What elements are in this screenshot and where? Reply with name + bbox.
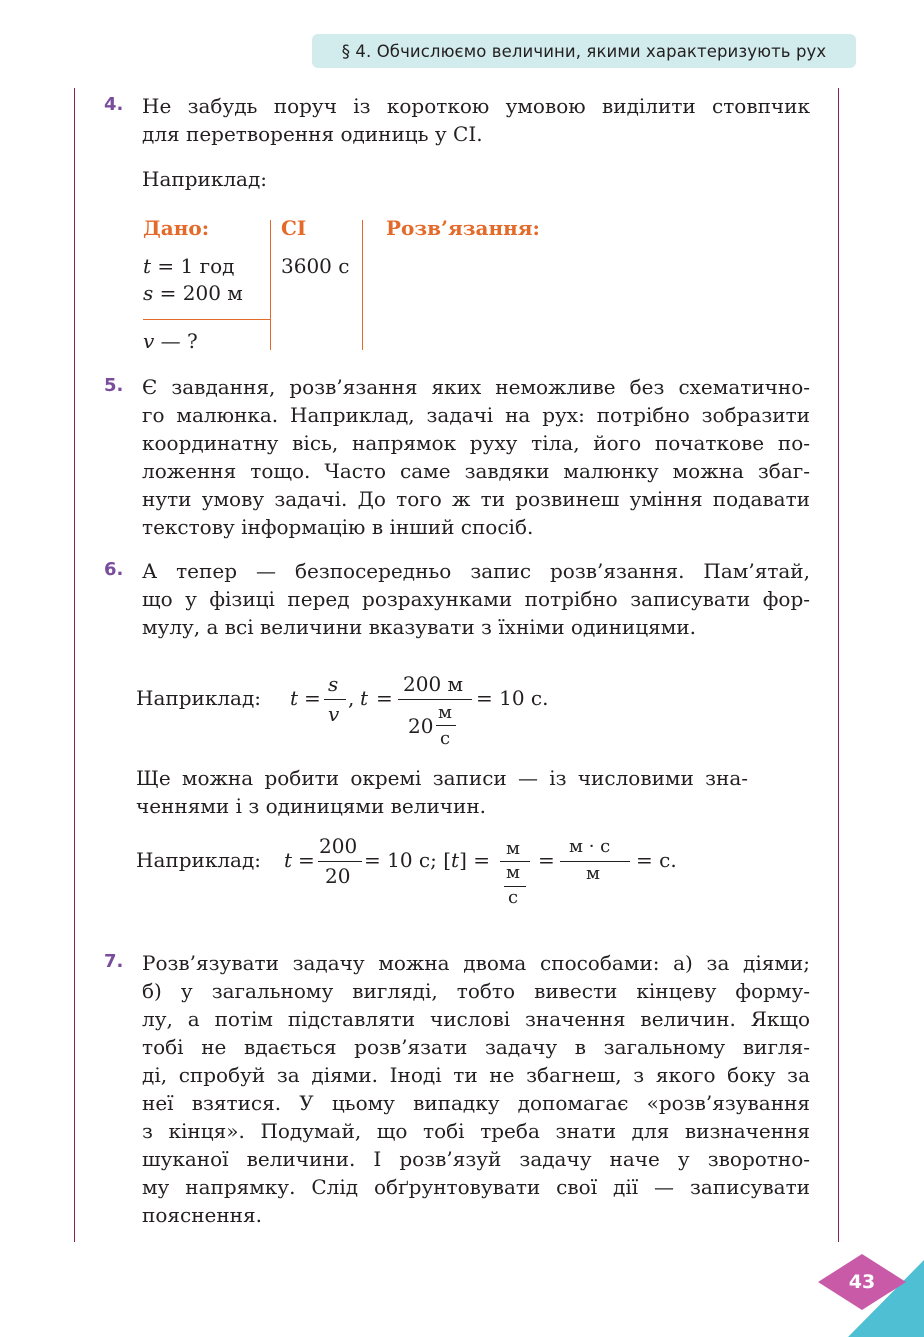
si-value: 3600 с bbox=[281, 254, 350, 278]
given-distance: s = 200 м bbox=[143, 281, 243, 305]
item-text bbox=[142, 949, 810, 1229]
item-number: 5. bbox=[104, 375, 124, 396]
table-divider bbox=[143, 319, 270, 320]
text-line: текстову інформацію в інший спосіб. bbox=[142, 515, 534, 539]
fraction-units: м м с bbox=[500, 836, 530, 912]
table-divider bbox=[362, 220, 363, 350]
text-line: пояснення. bbox=[142, 1203, 262, 1227]
given-table bbox=[143, 216, 563, 354]
formula-example-1 bbox=[136, 668, 576, 758]
text-line: для перетворення одиниць у СІ. bbox=[142, 122, 483, 146]
given-time: t = 1 год bbox=[143, 254, 235, 278]
text-line: лу, а потім підставляти числові значення величин. Якщо bbox=[142, 1007, 810, 1031]
text-line: Є завдання, розв’язання яких неможливе без схематично- bbox=[142, 375, 810, 399]
table-divider bbox=[270, 220, 271, 350]
text-line: Не забудь поруч із короткою умовою виділити стовпчик bbox=[142, 94, 810, 118]
item-text bbox=[142, 557, 810, 641]
text-line: що у фізиці перед розрахунками потрібно записувати фор- bbox=[142, 587, 810, 611]
result: = 10 с; [t] = bbox=[364, 848, 490, 872]
left-margin-line bbox=[74, 88, 75, 1242]
right-margin-line bbox=[838, 88, 839, 1242]
fraction-numeric: 200 20 bbox=[318, 832, 362, 892]
example-label: Наприклад: bbox=[136, 686, 262, 710]
comma: , bbox=[348, 686, 355, 710]
text-line: тобі не вдається розв’язати задачу в загальному вигля- bbox=[142, 1035, 810, 1059]
fraction-s-over-v: s v bbox=[324, 668, 346, 728]
text-line: координатну вісь, напрямок руху тіла, його початкове по- bbox=[142, 431, 810, 455]
var-t: t bbox=[360, 686, 369, 710]
item-number: 7. bbox=[104, 951, 124, 972]
find-speed: v — ? bbox=[143, 329, 198, 353]
equals-sign: = bbox=[304, 686, 321, 710]
text-line: А тепер — безпосередньо запис розв’язання. Пам’ятай, bbox=[142, 559, 810, 583]
text-line: Розв’язувати задачу можна двома способами: а) за діями; bbox=[142, 951, 810, 975]
equals-sign: = bbox=[538, 848, 555, 872]
page-number: 43 bbox=[848, 1271, 876, 1293]
text-line: му напрямку. Слід обґрунтовувати свої дії — записувати bbox=[142, 1175, 810, 1199]
item-number: 6. bbox=[104, 559, 124, 580]
item-text bbox=[142, 373, 810, 541]
text-line: з кінця». Подумай, що тобі треба знати для визначення bbox=[142, 1119, 810, 1143]
text-line: Ще можна робити окремі записи — із числовими зна- bbox=[136, 766, 748, 790]
text-line: ложення тощо. Часто саме завдяки малюнку можна збаг- bbox=[142, 459, 810, 483]
text-line: неї взятися. У цьому випадку допомагає «розв’язування bbox=[142, 1091, 810, 1115]
text-line: ченнями і з одиницями величин. bbox=[136, 794, 487, 818]
page-number-badge bbox=[814, 1252, 924, 1337]
page-badge-shape bbox=[814, 1252, 924, 1337]
text-line: мулу, а всі величини вказувати з їхніми одиницями. bbox=[142, 615, 696, 639]
text-line: го малюнка. Наприклад, задачі на рух: потрібно зобразити bbox=[142, 403, 810, 427]
result: = 10 с. bbox=[476, 686, 549, 710]
var-t: t bbox=[284, 848, 293, 872]
item-text bbox=[142, 92, 810, 148]
section-title: § 4. Обчислюємо величини, якими характеризують рух bbox=[341, 41, 827, 61]
example-label: Наприклад: bbox=[142, 167, 268, 191]
solution-header: Розв’язання: bbox=[386, 216, 540, 240]
text-line: нути умову задачі. До того ж ти розвинеш уміння подавати bbox=[142, 487, 810, 511]
item-number: 4. bbox=[104, 94, 124, 115]
formula-example-2 bbox=[136, 832, 696, 912]
equals-sign: = bbox=[298, 848, 315, 872]
extra-text bbox=[136, 764, 748, 820]
var-t: t bbox=[290, 686, 299, 710]
text-line: ді, спробуй за діями. Іноді ти не збагнеш, з якого боку за bbox=[142, 1063, 810, 1087]
given-header: Дано: bbox=[143, 216, 210, 240]
text-line: шуканої величини. І розв’язуй задачу наче у зворотно- bbox=[142, 1147, 810, 1171]
fraction-distance-over-speed: 200 м 20 м с bbox=[398, 668, 472, 754]
text-line: б) у загальному вигляді, тобто вивести кінцеву форму- bbox=[142, 979, 810, 1003]
section-header bbox=[312, 34, 856, 68]
equals-sign: = bbox=[376, 686, 393, 710]
example-label: Наприклад: bbox=[136, 848, 262, 872]
fraction-units-2: м · с м bbox=[560, 836, 630, 890]
si-header: СІ bbox=[281, 216, 307, 240]
result: = с. bbox=[636, 848, 677, 872]
